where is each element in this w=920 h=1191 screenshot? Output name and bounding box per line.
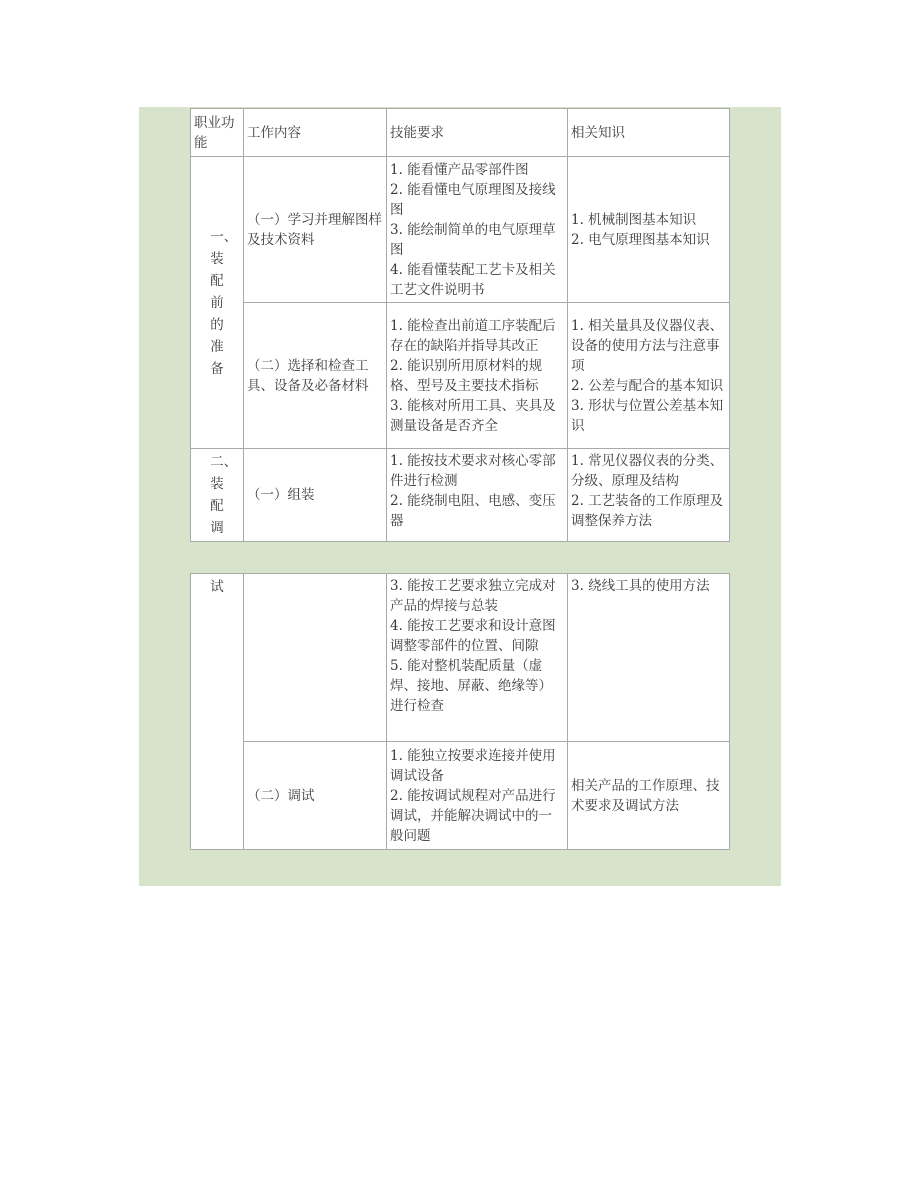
header-skills: 技能要求 [387,109,568,157]
header-row [191,109,730,157]
content-cell: （二）选择和检查工具、设备及必备材料 [244,303,387,449]
content-cell-empty [244,574,387,742]
knowledge-cell: 1. 相关量具及仪器仪表、设备的使用方法与注意事项 2. 公差与配合的基本知识 3. 形状与位置公差基本知识 [568,303,730,449]
skills-table-part2 [190,573,730,850]
table-row [191,742,730,850]
knowledge-cell: 1. 机械制图基本知识 2. 电气原理图基本知识 [568,157,730,303]
skills-table-part1 [190,108,730,542]
skills-cell: 1. 能看懂产品零部件图 2. 能看懂电气原理图及接线图 3. 能绘制简单的电气原理草图 4. 能看懂装配工艺卡及相关工艺文件说明书 [387,157,568,303]
table-row [191,157,730,303]
knowledge-cell: 相关产品的工作原理、技术要求及调试方法 [568,742,730,850]
content-cell: （二）调试 [244,742,387,850]
skills-cell: 1. 能按技术要求对核心零部件进行检测 2. 能绕制电阻、电感、变压器 [387,449,568,542]
header-knowledge: 相关知识 [568,109,730,157]
function-cell-2-cont [191,574,244,850]
function-label-2: 二、装配调 [210,454,238,536]
skills-cell: 1. 能检查出前道工序装配后存在的缺陷并指导其改正 2. 能识别所用原材料的规格、型号及主要技术指标 3. 能核对所用工具、夹具及测量设备是否齐全 [387,303,568,449]
header-content: 工作内容 [244,109,387,157]
function-label-2-cont: 试 [210,579,224,595]
function-cell-1 [191,157,244,449]
knowledge-cell: 3. 绕线工具的使用方法 [568,574,730,742]
knowledge-cell: 1. 常见仪器仪表的分类、分级、原理及结构 2. 工艺装备的工作原理及调整保养方法 [568,449,730,542]
content-cell: （一）学习并理解图样及技术资料 [244,157,387,303]
header-function: 职业功能 [191,109,244,157]
skills-cell: 3. 能按工艺要求独立完成对产品的焊接与总装 4. 能按工艺要求和设计意图调整零部件的位置、间隙 5. 能对整机装配质量（虚焊、接地、屏蔽、绝缘等）进行检查 [387,574,568,742]
table-row [191,574,730,742]
table-row [191,449,730,542]
table-row [191,303,730,449]
content-cell: （一）组装 [244,449,387,542]
skills-cell: 1. 能独立按要求连接并使用调试设备 2. 能按调试规程对产品进行调试，并能解决调试中的一般问题 [387,742,568,850]
function-label-1: 一、装配前的准备 [210,228,238,377]
function-cell-2 [191,449,244,542]
